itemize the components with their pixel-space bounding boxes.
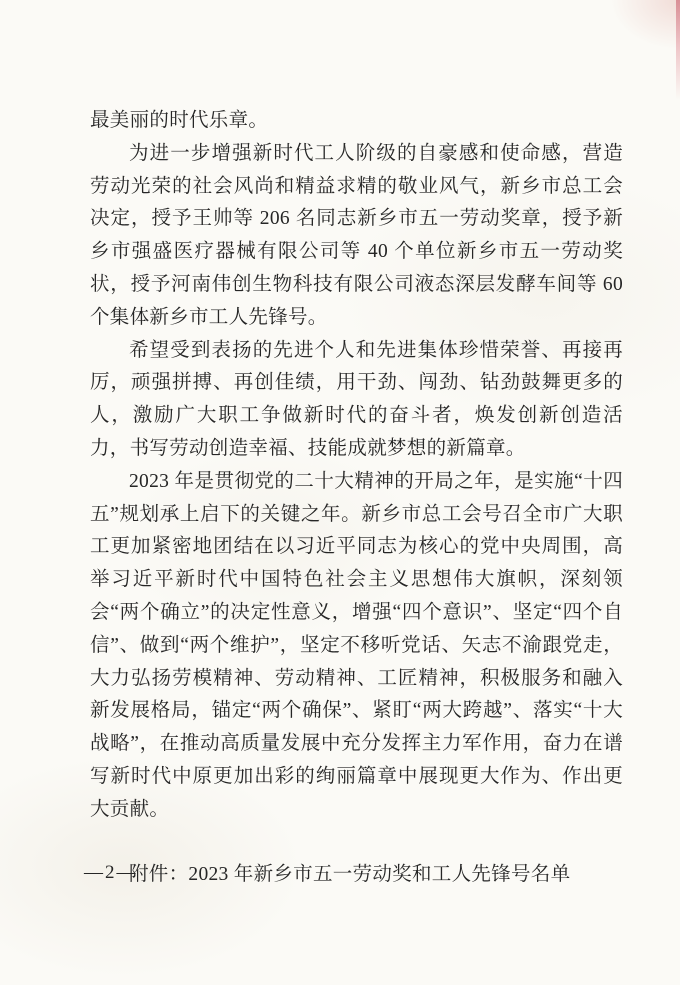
page-number: —2—	[84, 862, 138, 883]
document-body	[90, 105, 623, 892]
body-paragraph-hope: 希望受到表扬的先进个人和先进集体珍惜荣誉、再接再厉，顽强拼搏、再创佳绩，用干劲、闯劲、钻劲鼓舞更多的人，激励广大职工争做新时代的奋斗者，焕发创新创造活力，书写劳动创造幸福、技能成就梦想的新篇章。	[90, 339, 623, 459]
attachment-line: 附件：2023 年新乡市五一劳动奖和工人先锋号名单	[129, 864, 571, 886]
body-paragraph-awards: 为进一步增强新时代工人阶级的自豪感和使命感，营造劳动光荣的社会风尚和精益求精的敬业风气，新乡市总工会决定，授予王帅等 206 名同志新乡市五一劳动奖章，授予新乡市强盛医疗器械有限公司等 40 个单位新乡市五一劳动奖状，授予河南伟创生物科技有限公司液态深层发酵车间等 60 个集体新乡市工人先锋号。	[90, 142, 623, 328]
body-paragraph-continuation: 最美丽的时代乐章。	[90, 110, 269, 131]
scan-corner-tint	[610, 0, 680, 50]
body-paragraph-2023: 2023 年是贯彻党的二十大精神的开局之年，是实施“十四五”规划承上启下的关键之年。新乡市总工会号召全市广大职工更加紧密地团结在以习近平同志为核心的党中央周围，高举习近平新时代中国特色社会主义思想伟大旗帜，深刻领会“两个确立”的决定性意义，增强“四个意识”、坚定“四个自信”、做到“两个维护”，坚定不移听党话、矢志不渝跟党走，大力弘扬劳模精神、劳动精神、工匠精神，积极服务和融入新发展格局，锚定“两个确保”、紧盯“两大跨越”、落实“十大战略”，在推动高质量发展中充分发挥主力军作用，奋力在谱写新时代中原更加出彩的绚丽篇章中展现更大作为、作出更大贡献。	[90, 470, 623, 820]
scan-edge-mark	[676, 0, 680, 100]
